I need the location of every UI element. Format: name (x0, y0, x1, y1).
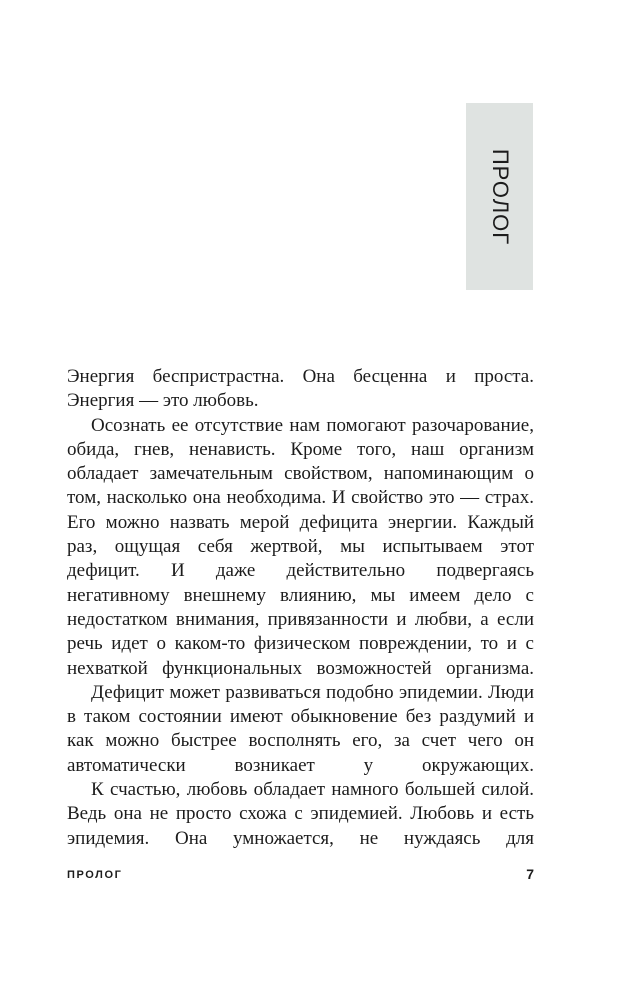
chapter-side-tab-label: ПРОЛОГ (487, 148, 513, 245)
chapter-side-tab (466, 103, 533, 290)
paragraph-4: К счастью, любовь обладает намного большей силой. Ведь она не просто схожа с эпидемией. Любовь и есть эпидемия. Она умножается, не нуждаясь для (67, 779, 534, 849)
page-body (67, 365, 534, 851)
paragraph-2: Осознать ее отсутствие нам помогают разочарование, обида, гнев, ненависть. Кроме того, наш организм обладает замечательным свойством, напоминающим о том, насколько она необходима. И свойство это — страх. Его можно назвать мерой дефицита энергии. Каждый раз, ощущая себя жертвой, мы испытываем этот дефицит. И даже действительно подвергаясь негативному внешнему влиянию, мы имеем дело с недостатком внимания, привязанности и любви, а если речь идет о каком-то физическом повреждении, то и с нехваткой функциональных возможностей организма. (67, 414, 534, 679)
paragraph-3: Дефицит может развиваться подобно эпидемии. Люди в таком состоянии имеют обыкновение без раздумий и как можно быстрее восполнять его, за счет чего он автоматически возникает у окружающих. (67, 681, 534, 776)
paragraph-1: Энергия беспристрастна. Она бесценна и проста. Энергия — это любовь. (67, 366, 534, 412)
page-number: 7 (526, 866, 534, 882)
running-head: ПРОЛОГ (67, 869, 123, 881)
